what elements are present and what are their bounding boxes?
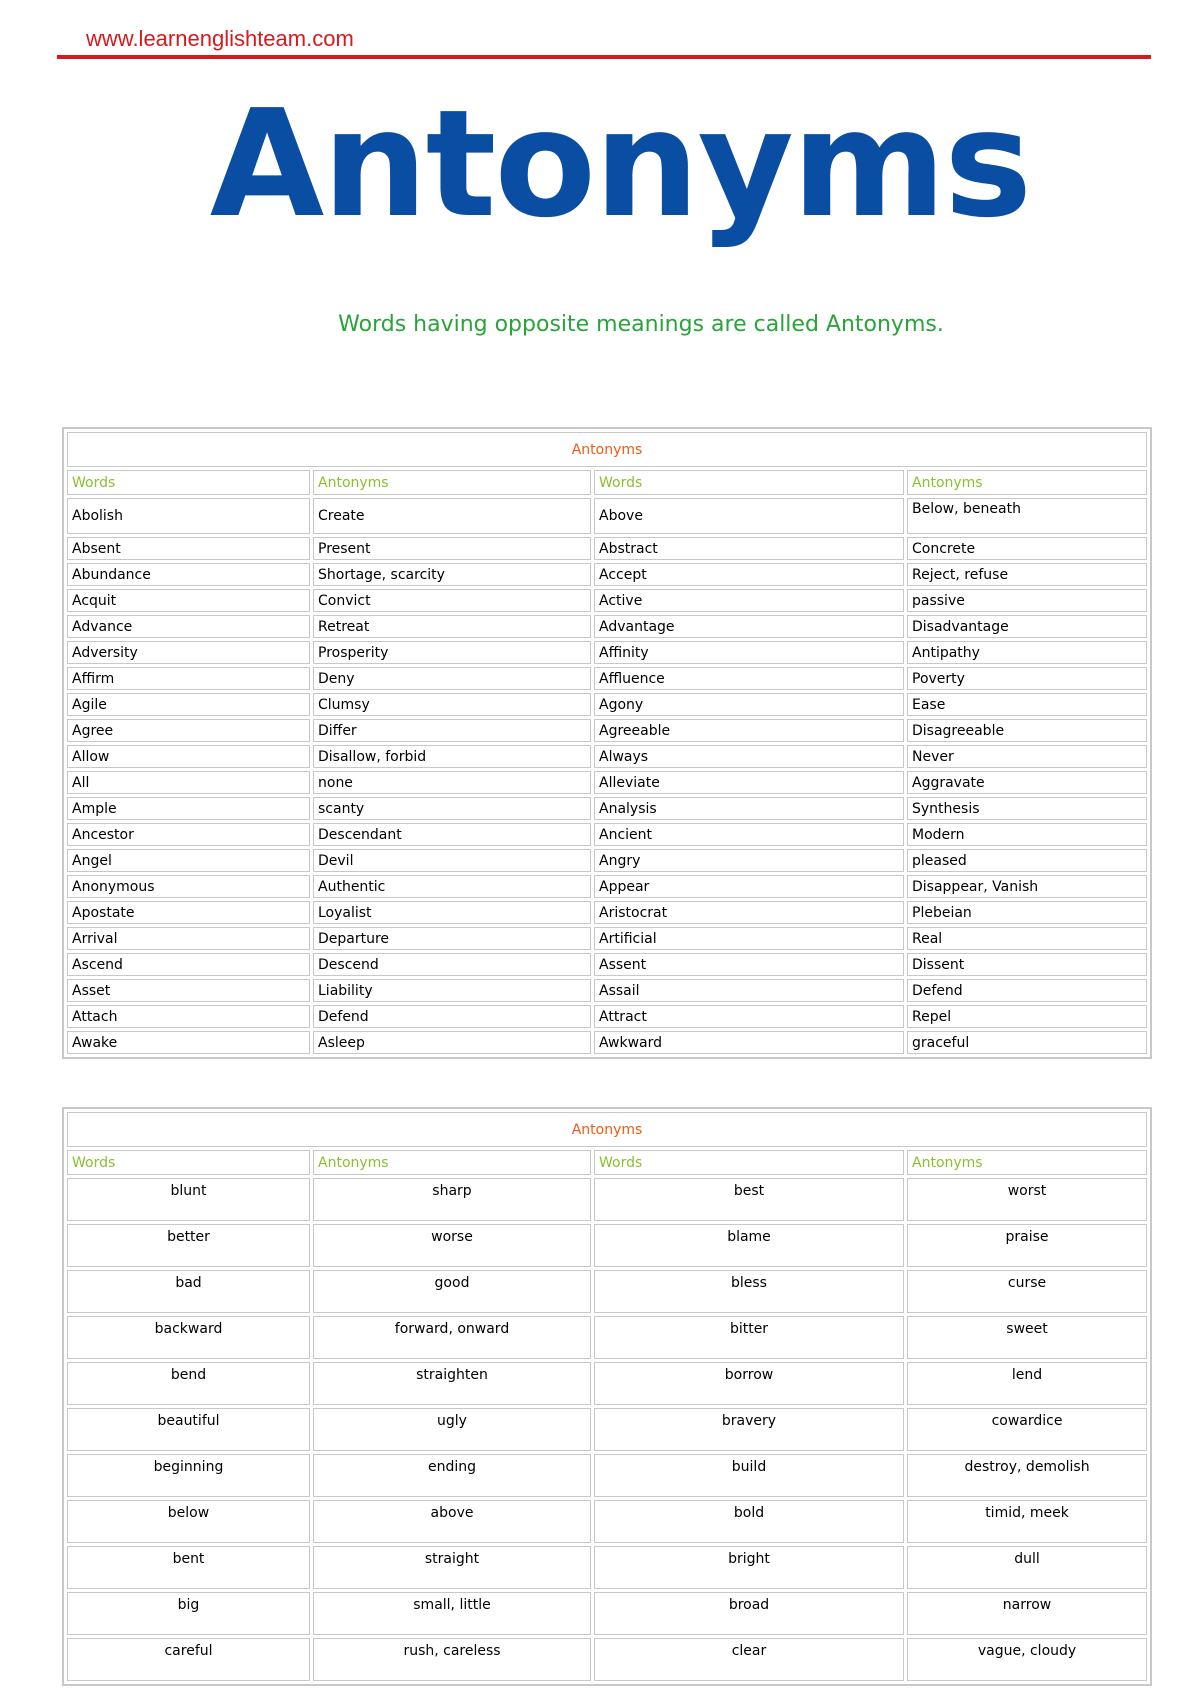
table-row <box>67 1500 1147 1543</box>
word-cell: big <box>67 1592 310 1635</box>
table-row <box>67 1224 1147 1267</box>
word-cell: clear <box>594 1638 904 1681</box>
antonym-cell: Real <box>907 927 1147 950</box>
word-cell: Advance <box>67 615 310 638</box>
word-cell: beautiful <box>67 1408 310 1451</box>
antonym-cell: Defend <box>313 1005 591 1028</box>
antonym-cell: Shortage, scarcity <box>313 563 591 586</box>
table-caption: Antonyms <box>67 432 1147 467</box>
table-row <box>67 641 1147 664</box>
word-cell: bend <box>67 1362 310 1405</box>
word-cell: Abundance <box>67 563 310 586</box>
antonym-cell: Asleep <box>313 1031 591 1054</box>
table-row <box>67 875 1147 898</box>
table-row <box>67 1031 1147 1054</box>
table-row <box>67 927 1147 950</box>
word-cell: Assail <box>594 979 904 1002</box>
table-row <box>67 1638 1147 1681</box>
antonym-cell: curse <box>907 1270 1147 1313</box>
word-cell: Agony <box>594 693 904 716</box>
table-caption-row <box>67 1112 1147 1147</box>
word-cell: Analysis <box>594 797 904 820</box>
word-cell: blunt <box>67 1178 310 1221</box>
table-row <box>67 1592 1147 1635</box>
word-cell: beginning <box>67 1454 310 1497</box>
antonym-cell: Present <box>313 537 591 560</box>
antonym-cell: lend <box>907 1362 1147 1405</box>
antonym-cell: Synthesis <box>907 797 1147 820</box>
word-cell: Abolish <box>67 498 310 534</box>
antonym-cell: Retreat <box>313 615 591 638</box>
antonym-cell: Create <box>313 498 591 534</box>
antonym-cell: Loyalist <box>313 901 591 924</box>
word-cell: Anonymous <box>67 875 310 898</box>
antonym-cell: Repel <box>907 1005 1147 1028</box>
antonym-cell: Defend <box>907 979 1147 1002</box>
antonym-cell: Deny <box>313 667 591 690</box>
word-cell: Attract <box>594 1005 904 1028</box>
table-row <box>67 563 1147 586</box>
table-row <box>67 1408 1147 1451</box>
table-row <box>67 1546 1147 1589</box>
table-row <box>67 901 1147 924</box>
antonym-cell: Differ <box>313 719 591 742</box>
antonym-cell: good <box>313 1270 591 1313</box>
antonym-cell: narrow <box>907 1592 1147 1635</box>
page-title: Antonyms <box>209 78 1031 250</box>
word-cell: Adversity <box>67 641 310 664</box>
antonym-cell: ugly <box>313 1408 591 1451</box>
table-row <box>67 797 1147 820</box>
word-cell: Attach <box>67 1005 310 1028</box>
word-cell: bravery <box>594 1408 904 1451</box>
table-row <box>67 771 1147 794</box>
antonym-cell: vague, cloudy <box>907 1638 1147 1681</box>
word-cell: bad <box>67 1270 310 1313</box>
word-cell: Agree <box>67 719 310 742</box>
column-header: Antonyms <box>907 470 1147 495</box>
antonym-cell: worst <box>907 1178 1147 1221</box>
word-cell: careful <box>67 1638 310 1681</box>
antonym-cell: Departure <box>313 927 591 950</box>
word-cell: best <box>594 1178 904 1221</box>
word-cell: Above <box>594 498 904 534</box>
word-cell: better <box>67 1224 310 1267</box>
antonym-cell: none <box>313 771 591 794</box>
table-header-row <box>67 470 1147 495</box>
word-cell: Always <box>594 745 904 768</box>
antonym-cell: destroy, demolish <box>907 1454 1147 1497</box>
antonym-cell: Convict <box>313 589 591 612</box>
table-row <box>67 1178 1147 1221</box>
word-cell: Awake <box>67 1031 310 1054</box>
table-row <box>67 1270 1147 1313</box>
word-cell: Active <box>594 589 904 612</box>
antonym-cell: Concrete <box>907 537 1147 560</box>
word-cell: Affirm <box>67 667 310 690</box>
word-cell: bold <box>594 1500 904 1543</box>
word-cell: Accept <box>594 563 904 586</box>
column-header: Words <box>594 1150 904 1175</box>
table-row <box>67 693 1147 716</box>
word-cell: Artificial <box>594 927 904 950</box>
table-row <box>67 667 1147 690</box>
word-cell: Ancient <box>594 823 904 846</box>
antonym-cell: Descend <box>313 953 591 976</box>
word-cell: borrow <box>594 1362 904 1405</box>
table-row <box>67 615 1147 638</box>
word-cell: Arrival <box>67 927 310 950</box>
word-cell: Advantage <box>594 615 904 638</box>
column-header: Words <box>594 470 904 495</box>
word-cell: All <box>67 771 310 794</box>
column-header: Antonyms <box>907 1150 1147 1175</box>
column-header: Words <box>67 1150 310 1175</box>
word-cell: Apostate <box>67 901 310 924</box>
table-row <box>67 953 1147 976</box>
word-cell: build <box>594 1454 904 1497</box>
antonym-cell: dull <box>907 1546 1147 1589</box>
table-row <box>67 849 1147 872</box>
antonym-cell: rush, careless <box>313 1638 591 1681</box>
antonym-cell: ending <box>313 1454 591 1497</box>
antonym-cell: Disappear, Vanish <box>907 875 1147 898</box>
word-cell: Asset <box>67 979 310 1002</box>
table-row <box>67 589 1147 612</box>
table-row <box>67 537 1147 560</box>
antonym-cell: Poverty <box>907 667 1147 690</box>
table-row <box>67 1316 1147 1359</box>
word-cell: broad <box>594 1592 904 1635</box>
table-row <box>67 979 1147 1002</box>
table-row <box>67 1005 1147 1028</box>
antonym-cell: small, little <box>313 1592 591 1635</box>
site-url[interactable]: www.learnenglishteam.com <box>86 26 354 51</box>
antonym-cell: Ease <box>907 693 1147 716</box>
word-cell: bitter <box>594 1316 904 1359</box>
word-cell: Allow <box>67 745 310 768</box>
table-row <box>67 1454 1147 1497</box>
antonym-cell: forward, onward <box>313 1316 591 1359</box>
antonym-cell: sharp <box>313 1178 591 1221</box>
word-cell: Ample <box>67 797 310 820</box>
antonym-cell: cowardice <box>907 1408 1147 1451</box>
word-cell: Angel <box>67 849 310 872</box>
antonym-cell: Disagreeable <box>907 719 1147 742</box>
word-cell: blame <box>594 1224 904 1267</box>
word-cell: Affluence <box>594 667 904 690</box>
antonym-cell: Devil <box>313 849 591 872</box>
column-header: Words <box>67 470 310 495</box>
antonym-cell: Antipathy <box>907 641 1147 664</box>
antonym-cell: Clumsy <box>313 693 591 716</box>
antonym-cell: graceful <box>907 1031 1147 1054</box>
antonym-cell: straighten <box>313 1362 591 1405</box>
word-cell: Acquit <box>67 589 310 612</box>
word-cell: Assent <box>594 953 904 976</box>
word-cell: bless <box>594 1270 904 1313</box>
antonyms-table-1 <box>62 427 1152 1059</box>
antonym-cell: straight <box>313 1546 591 1589</box>
antonym-cell: timid, meek <box>907 1500 1147 1543</box>
word-cell: Abstract <box>594 537 904 560</box>
word-cell: bent <box>67 1546 310 1589</box>
word-cell: Appear <box>594 875 904 898</box>
table-row <box>67 745 1147 768</box>
antonyms-table-2 <box>62 1107 1152 1686</box>
word-cell: Angry <box>594 849 904 872</box>
word-cell: Affinity <box>594 641 904 664</box>
word-cell: Absent <box>67 537 310 560</box>
antonym-cell: Aggravate <box>907 771 1147 794</box>
word-cell: bright <box>594 1546 904 1589</box>
word-cell: Ascend <box>67 953 310 976</box>
antonym-cell: Modern <box>907 823 1147 846</box>
word-cell: backward <box>67 1316 310 1359</box>
word-cell: Agile <box>67 693 310 716</box>
antonym-cell: sweet <box>907 1316 1147 1359</box>
antonym-cell: Prosperity <box>313 641 591 664</box>
table-row <box>67 498 1147 534</box>
table-caption: Antonyms <box>67 1112 1147 1147</box>
column-header: Antonyms <box>313 1150 591 1175</box>
antonym-cell: Disallow, forbid <box>313 745 591 768</box>
antonym-cell: praise <box>907 1224 1147 1267</box>
word-cell: Ancestor <box>67 823 310 846</box>
header-rule <box>57 55 1151 59</box>
antonym-cell: worse <box>313 1224 591 1267</box>
word-cell: below <box>67 1500 310 1543</box>
antonym-cell: Liability <box>313 979 591 1002</box>
antonym-cell: Dissent <box>907 953 1147 976</box>
antonym-cell: scanty <box>313 797 591 820</box>
column-header: Antonyms <box>313 470 591 495</box>
antonym-cell: Authentic <box>313 875 591 898</box>
table-caption-row <box>67 432 1147 467</box>
word-cell: Aristocrat <box>594 901 904 924</box>
word-cell: Agreeable <box>594 719 904 742</box>
antonym-cell: Reject, refuse <box>907 563 1147 586</box>
antonym-cell: Never <box>907 745 1147 768</box>
table-row <box>67 823 1147 846</box>
table-row <box>67 719 1147 742</box>
antonym-cell: passive <box>907 589 1147 612</box>
table-row <box>67 1362 1147 1405</box>
subtitle: Words having opposite meanings are called Antonyms. <box>338 312 944 337</box>
antonym-cell: Below, beneath <box>907 498 1147 534</box>
antonym-cell: Descendant <box>313 823 591 846</box>
antonym-cell: pleased <box>907 849 1147 872</box>
antonym-cell: Plebeian <box>907 901 1147 924</box>
word-cell: Awkward <box>594 1031 904 1054</box>
antonym-cell: Disadvantage <box>907 615 1147 638</box>
table-header-row <box>67 1150 1147 1175</box>
word-cell: Alleviate <box>594 771 904 794</box>
antonym-cell: above <box>313 1500 591 1543</box>
